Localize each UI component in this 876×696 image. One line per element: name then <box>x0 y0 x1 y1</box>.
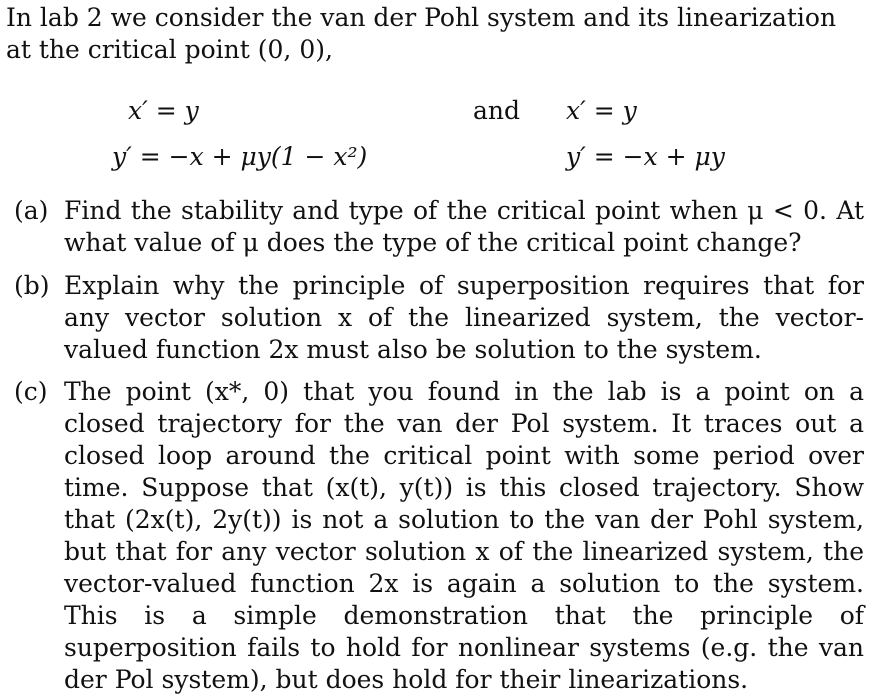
left-system-eq2: y′ = −x + μy(1 − x²) <box>112 142 368 171</box>
part-c <box>14 376 864 696</box>
part-a-label: (a) <box>14 196 49 225</box>
part-a <box>14 195 864 259</box>
part-b-label: (b) <box>14 271 50 300</box>
part-c-text: The point (x*, 0) that you found in the lab is a point on a closed trajectory for the van der Pol system. It traces out a closed loop around the critical point with some period over time. Suppose that (x(t), y(t)) is this closed trajectory. Show that (2x(t), 2y(t)) is not a solution to the van der Pohl system, but that for any vector solution x of the linearized system, the vector-valued function 2x is again a solution to the system. This is a simple demonstration that the principle of superposition fails to hold for nonlinear systems (e.g. the van der Pol system), but does hold for their linearizations. <box>64 377 864 694</box>
intro-paragraph: In lab 2 we consider the van der Pohl system and its linearization at the critical point (0, 0), <box>6 3 837 64</box>
part-a-text: Find the stability and type of the critical point when μ < 0. At what value of μ does the type of the critical point change? <box>64 196 864 257</box>
part-c-label: (c) <box>14 377 48 406</box>
right-system-eq2: y′ = −x + μy <box>566 142 725 171</box>
left-system-eq1: x′ = y <box>128 96 199 125</box>
part-b <box>14 270 864 366</box>
and-label: and <box>473 96 521 125</box>
part-b-text: Explain why the principle of superposition requires that for any vector solution x of the linearized system, the vector-valued function 2x must also be solution to the system. <box>64 271 864 364</box>
right-system-eq1: x′ = y <box>566 96 637 125</box>
